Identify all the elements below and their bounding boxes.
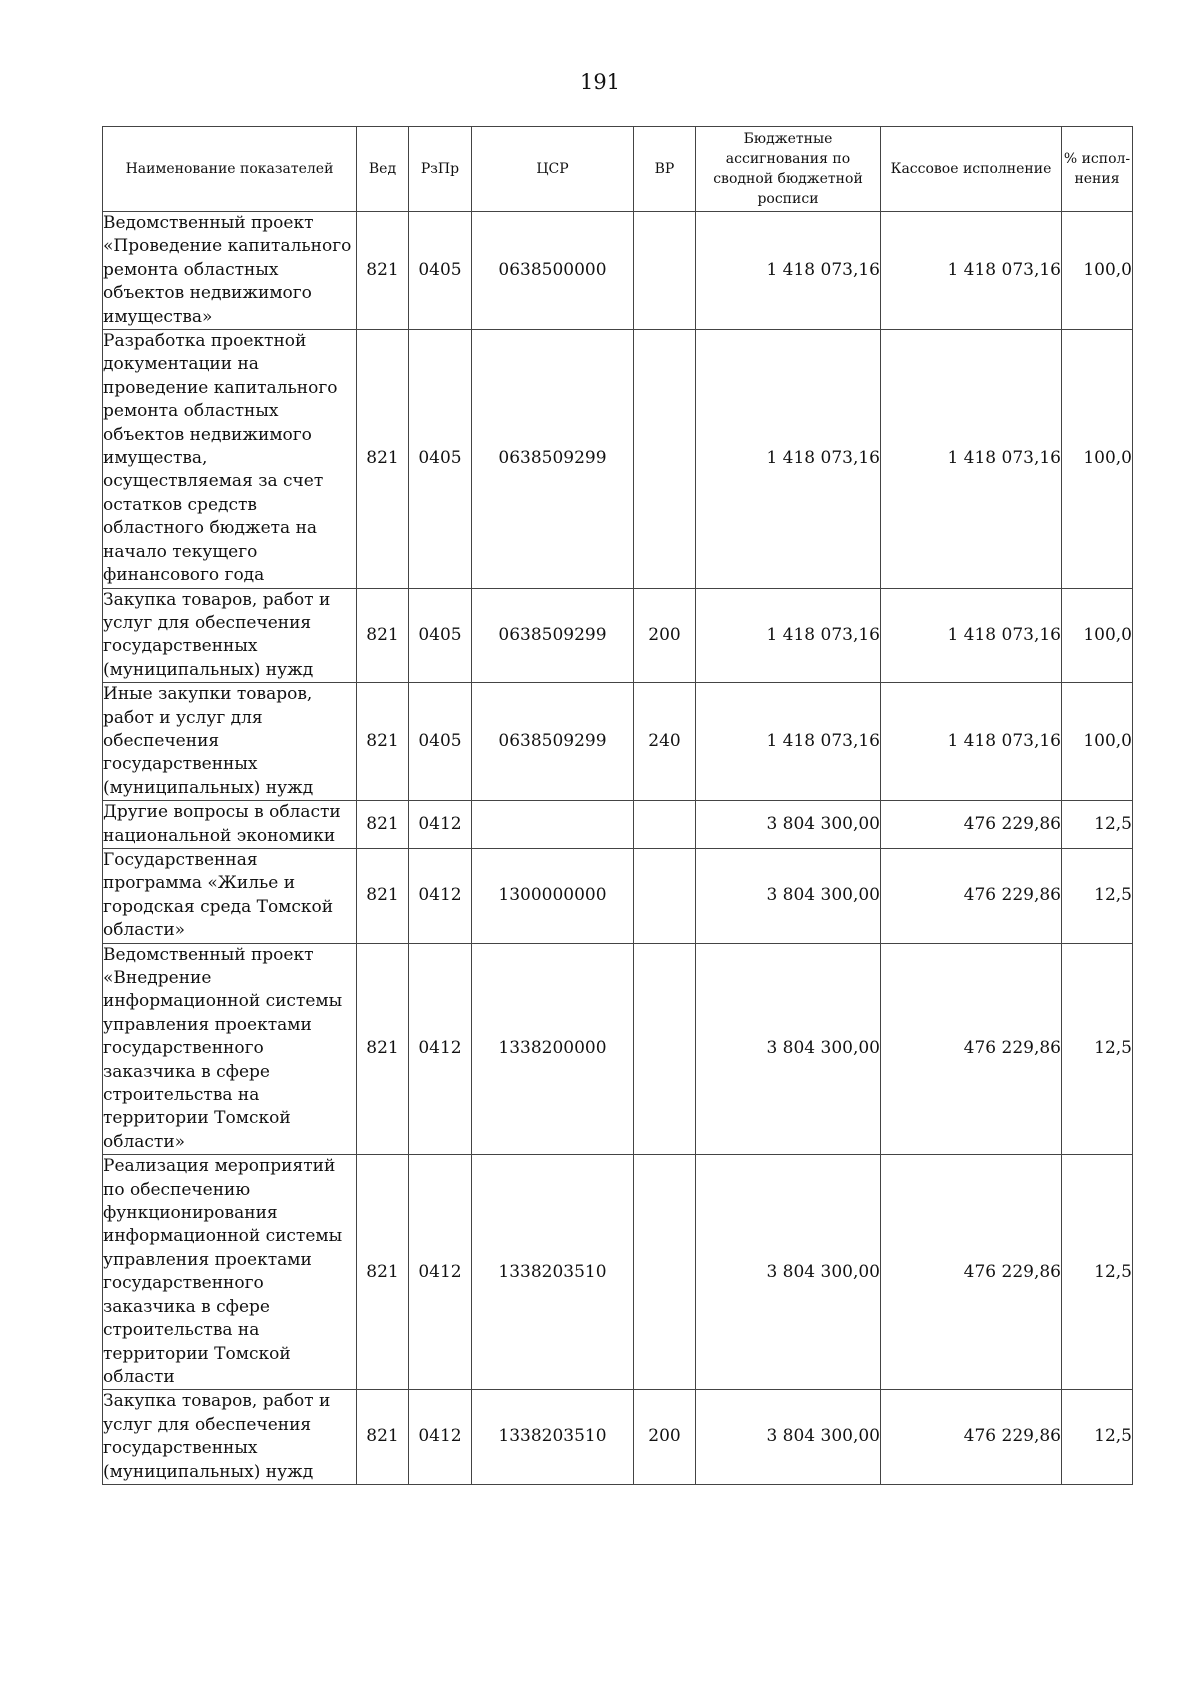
row-ved: 821: [357, 848, 409, 943]
row-csr: 0638509299: [472, 588, 634, 683]
table-row: [103, 801, 1133, 849]
table-header-row: [103, 127, 1133, 212]
row-ved: 821: [357, 801, 409, 849]
row-csr: 0638509299: [472, 683, 634, 801]
row-vr: [634, 212, 696, 330]
row-vr: [634, 330, 696, 588]
row-vr: [634, 1155, 696, 1390]
row-csr: 0638500000: [472, 212, 634, 330]
row-name: Разработка проектной документации на проведение капитального ремонта областных объектов недвижимого имущества, осуществляемая за счет остатков средств областного бюджета на начало текущего финансового года: [103, 330, 357, 588]
row-vr: [634, 848, 696, 943]
row-name: Иные закупки товаров, работ и услуг для обеспечения государственных (муниципальных) нужд: [103, 683, 357, 801]
row-rzpr: 0412: [409, 943, 472, 1155]
row-cash: 1 418 073,16: [881, 212, 1062, 330]
row-percent: 100,0: [1062, 330, 1133, 588]
table-row: [103, 1155, 1133, 1390]
row-percent: 12,5: [1062, 1155, 1133, 1390]
row-vr: 240: [634, 683, 696, 801]
row-percent: 12,5: [1062, 943, 1133, 1155]
row-cash: 476 229,86: [881, 943, 1062, 1155]
row-budget: 1 418 073,16: [696, 330, 881, 588]
row-rzpr: 0412: [409, 1390, 472, 1485]
row-budget: 3 804 300,00: [696, 848, 881, 943]
row-csr: 1338203510: [472, 1155, 634, 1390]
row-cash: 1 418 073,16: [881, 588, 1062, 683]
row-rzpr: 0405: [409, 588, 472, 683]
row-percent: 100,0: [1062, 588, 1133, 683]
header-percent: % испол-нения: [1062, 127, 1133, 212]
row-ved: 821: [357, 1390, 409, 1485]
row-rzpr: 0405: [409, 683, 472, 801]
row-vr: [634, 801, 696, 849]
row-cash: 1 418 073,16: [881, 683, 1062, 801]
table-row: [103, 1390, 1133, 1485]
row-cash: 476 229,86: [881, 848, 1062, 943]
row-name: Реализация мероприятий по обеспечению функционирования информационной системы управления проектами государственного заказчика в сфере строительства на территории Томской области: [103, 1155, 357, 1390]
row-ved: 821: [357, 330, 409, 588]
row-budget: 3 804 300,00: [696, 801, 881, 849]
row-budget: 1 418 073,16: [696, 212, 881, 330]
row-cash: 476 229,86: [881, 801, 1062, 849]
row-budget: 3 804 300,00: [696, 1155, 881, 1390]
header-name: Наименование показателей: [103, 127, 357, 212]
row-percent: 12,5: [1062, 848, 1133, 943]
row-name: Другие вопросы в области национальной экономики: [103, 801, 357, 849]
header-vr: ВР: [634, 127, 696, 212]
row-name: Закупка товаров, работ и услуг для обеспечения государственных (муниципальных) нужд: [103, 1390, 357, 1485]
budget-table: [102, 126, 1133, 1485]
row-cash: 476 229,86: [881, 1155, 1062, 1390]
header-budget: Бюджетные ассигнования по сводной бюджетной росписи: [696, 127, 881, 212]
page-number: 191: [579, 70, 621, 94]
row-vr: [634, 943, 696, 1155]
row-name: Ведомственный проект «Проведение капитального ремонта областных объектов недвижимого имущества»: [103, 212, 357, 330]
row-csr: 1338200000: [472, 943, 634, 1155]
row-rzpr: 0412: [409, 1155, 472, 1390]
row-percent: 12,5: [1062, 1390, 1133, 1485]
row-rzpr: 0405: [409, 330, 472, 588]
header-cash: Кассовое исполнение: [881, 127, 1062, 212]
row-ved: 821: [357, 1155, 409, 1390]
row-name: Ведомственный проект «Внедрение информационной системы управления проектами государственного заказчика в сфере строительства на территории Томской области»: [103, 943, 357, 1155]
row-ved: 821: [357, 588, 409, 683]
row-ved: 821: [357, 683, 409, 801]
row-csr: 1338203510: [472, 1390, 634, 1485]
row-vr: 200: [634, 1390, 696, 1485]
row-ved: 821: [357, 943, 409, 1155]
header-rzpr: РзПр: [409, 127, 472, 212]
table-row: [103, 588, 1133, 683]
row-csr: [472, 801, 634, 849]
header-csr: ЦСР: [472, 127, 634, 212]
table-row: [103, 683, 1133, 801]
row-budget: 1 418 073,16: [696, 683, 881, 801]
row-percent: 100,0: [1062, 683, 1133, 801]
row-cash: 476 229,86: [881, 1390, 1062, 1485]
row-budget: 1 418 073,16: [696, 588, 881, 683]
row-name: Закупка товаров, работ и услуг для обеспечения государственных (муниципальных) нужд: [103, 588, 357, 683]
row-cash: 1 418 073,16: [881, 330, 1062, 588]
row-vr: 200: [634, 588, 696, 683]
row-name: Государственная программа «Жилье и городская среда Томской области»: [103, 848, 357, 943]
row-ved: 821: [357, 212, 409, 330]
table-row: [103, 330, 1133, 588]
row-budget: 3 804 300,00: [696, 943, 881, 1155]
header-ved: Вед: [357, 127, 409, 212]
row-csr: 1300000000: [472, 848, 634, 943]
row-percent: 100,0: [1062, 212, 1133, 330]
row-rzpr: 0412: [409, 801, 472, 849]
table-row: [103, 848, 1133, 943]
table-row: [103, 212, 1133, 330]
row-percent: 12,5: [1062, 801, 1133, 849]
row-rzpr: 0405: [409, 212, 472, 330]
table-row: [103, 943, 1133, 1155]
row-rzpr: 0412: [409, 848, 472, 943]
row-csr: 0638509299: [472, 330, 634, 588]
row-budget: 3 804 300,00: [696, 1390, 881, 1485]
